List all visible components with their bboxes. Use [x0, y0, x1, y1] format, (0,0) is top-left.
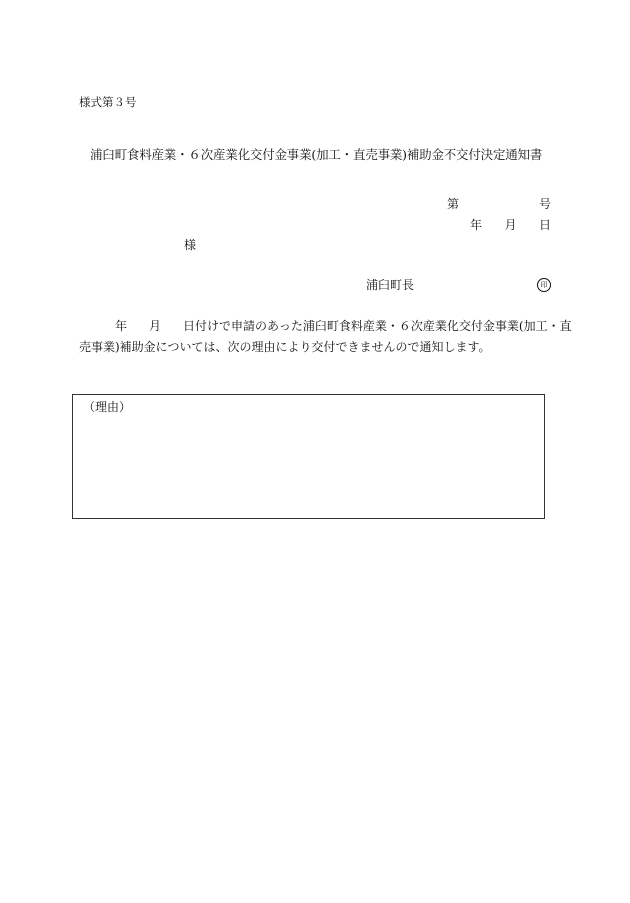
date-year-label: 年 [470, 218, 483, 232]
form-number: 様式第３号 [79, 95, 137, 109]
body-year-label: 年 [115, 319, 128, 333]
document-title: 浦臼町食料産業・６次産業化交付金事業(加工・直売事業)補助金不交付決定通知書 [90, 147, 543, 162]
date-month-label: 月 [504, 218, 517, 232]
body-text-line-1 [79, 320, 572, 332]
reason-label: （理由） [83, 400, 132, 414]
body-month-label: 月 [149, 319, 162, 333]
reason-box [72, 394, 545, 519]
document-number-suffix: 号 [538, 197, 551, 211]
body-text-rest: 日付けで申請のあった浦臼町食料産業・６次産業化交付金事業(加工・直 [183, 319, 572, 333]
body-text-line-2: 売事業)補助金については、次の理由により交付できませんので通知します。 [79, 340, 491, 354]
document-number-prefix: 第 [447, 197, 460, 211]
document-number-line [447, 198, 551, 210]
date-day-label: 日 [538, 218, 551, 232]
seal-icon: 印 [537, 278, 551, 292]
issue-date-line [470, 219, 551, 231]
addressee-honorific: 様 [184, 238, 197, 252]
sender-title: 浦臼町長 [366, 278, 415, 292]
sender-line [366, 278, 551, 292]
